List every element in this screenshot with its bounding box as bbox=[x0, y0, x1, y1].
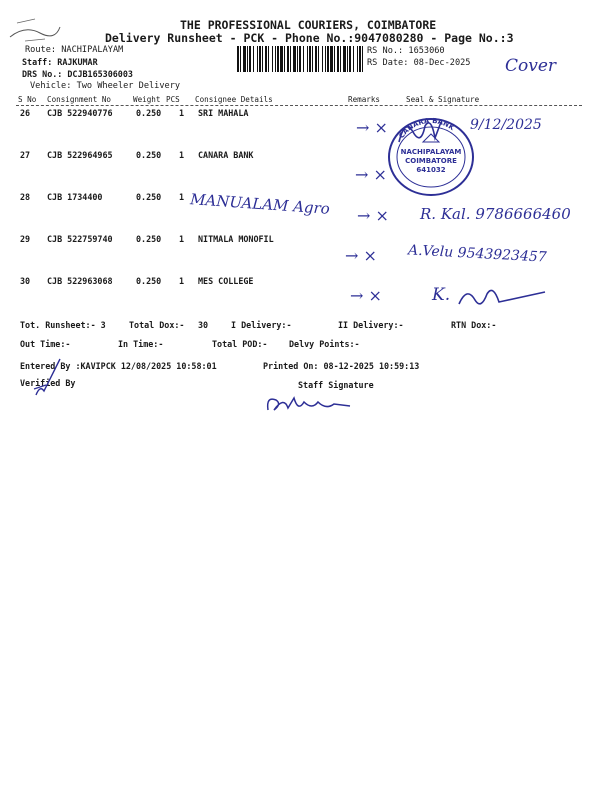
row-sno: 27 bbox=[20, 150, 31, 160]
stamp-branch: NACHIPALAYAM bbox=[400, 148, 462, 156]
col-consignment: Consignment No bbox=[47, 95, 112, 104]
col-pcs: PCS bbox=[166, 95, 180, 104]
total-dox-label: Total Dox:- bbox=[129, 320, 185, 330]
row-signature: R. Kal. 9786666460 bbox=[420, 205, 571, 223]
row-consignment: CJB 1734400 bbox=[47, 192, 103, 202]
stamp-city: COIMBATORE bbox=[405, 157, 457, 165]
remark-mark: → × bbox=[355, 165, 387, 184]
cover-note: Cover bbox=[505, 56, 557, 76]
row-consignee: NITMALA MONOFIL bbox=[198, 234, 274, 244]
row-signature: 9/12/2025 bbox=[470, 117, 542, 133]
i-delivery: I Delivery:- bbox=[231, 320, 292, 330]
total-runsheet: Tot. Runsheet:- 3 bbox=[20, 320, 106, 330]
vehicle-label: Vehicle: Two Wheeler Delivery bbox=[30, 81, 181, 91]
company-name: THE PROFESSIONAL COURIERS, COIMBATORE bbox=[180, 18, 437, 32]
col-remarks: Remarks bbox=[348, 95, 381, 104]
staff-signature-label: Staff Signature bbox=[298, 380, 374, 390]
row-handwritten-consignee: MANUALAM Agro bbox=[189, 190, 331, 218]
row-consignment: CJB 522964965 bbox=[47, 150, 113, 160]
bank-stamp-icon bbox=[383, 112, 479, 198]
col-sno: S No bbox=[18, 95, 37, 104]
staff-signature-icon bbox=[262, 390, 357, 416]
remark-mark: → × bbox=[357, 206, 389, 225]
corner-scribble-icon bbox=[5, 15, 65, 45]
row-weight: 0.250 bbox=[136, 276, 162, 286]
out-time: Out Time:- bbox=[20, 339, 71, 349]
verifier-signature-icon bbox=[30, 355, 70, 403]
row-signature: A.Velu 9543923457 bbox=[407, 242, 548, 266]
row-consignee: MES COLLEGE bbox=[198, 276, 254, 286]
row-consignment: CJB 522940776 bbox=[47, 108, 113, 118]
row-sno: 26 bbox=[20, 108, 31, 118]
row-consignee: CANARA BANK bbox=[198, 150, 254, 160]
in-time: In Time:- bbox=[118, 339, 164, 349]
col-weight: Weight bbox=[133, 95, 161, 104]
ii-delivery: II Delivery:- bbox=[338, 320, 404, 330]
delvy-points: Delvy Points:- bbox=[289, 339, 360, 349]
route-label: Route: NACHIPALAYAM bbox=[25, 45, 124, 55]
row-weight: 0.250 bbox=[136, 150, 162, 160]
row-weight: 0.250 bbox=[136, 192, 162, 202]
rs-number: RS No.: 1653060 bbox=[367, 46, 445, 56]
staff-label: Staff: RAJKUMAR bbox=[22, 57, 98, 67]
printed-on: Printed On: 08-12-2025 10:59:13 bbox=[263, 361, 420, 371]
row-pcs: 1 bbox=[179, 108, 185, 118]
runsheet-subtitle: Delivery Runsheet - PCK - Phone No.:9047080280 - Page No.:3 bbox=[105, 31, 514, 45]
signature-row-30-icon bbox=[455, 282, 550, 312]
row-signature: K. bbox=[432, 285, 451, 305]
col-seal: Seal & Signature bbox=[406, 95, 480, 104]
row-pcs: 1 bbox=[179, 234, 185, 244]
row-pcs: 1 bbox=[179, 150, 185, 160]
entered-by: Entered By :KAVIPCK 12/08/2025 10:58:01 bbox=[20, 361, 217, 371]
total-dox-value: 30 bbox=[198, 320, 209, 330]
header-divider bbox=[16, 105, 582, 106]
row-consignment: CJB 522759740 bbox=[47, 234, 113, 244]
stamp-bank-name: CANARA BANK bbox=[397, 116, 456, 140]
row-weight: 0.250 bbox=[136, 234, 162, 244]
total-pod: Total POD:- bbox=[212, 339, 268, 349]
row-pcs: 1 bbox=[179, 192, 185, 202]
barcode bbox=[237, 46, 365, 72]
row-sno: 30 bbox=[20, 276, 31, 286]
remark-mark: → × bbox=[356, 118, 388, 137]
verified-by-label: Verified By bbox=[20, 378, 76, 388]
remark-mark: → × bbox=[345, 246, 377, 265]
rs-date: RS Date: 08-Dec-2025 bbox=[367, 58, 471, 68]
row-sno: 28 bbox=[20, 192, 31, 202]
rtn-dox: RTN Dox:- bbox=[451, 320, 497, 330]
row-consignment: CJB 522963068 bbox=[47, 276, 113, 286]
col-consignee: Consignee Details bbox=[195, 95, 273, 104]
drs-number: DRS No.: DCJB165306003 bbox=[22, 69, 133, 79]
row-pcs: 1 bbox=[179, 276, 185, 286]
stamp-pin: 641032 bbox=[416, 166, 446, 174]
svg-text:CANARA BANK bbox=[397, 117, 456, 140]
row-sno: 29 bbox=[20, 234, 31, 244]
remark-mark: → × bbox=[350, 286, 382, 305]
row-consignee: SRI MAHALA bbox=[198, 108, 249, 118]
row-weight: 0.250 bbox=[136, 108, 162, 118]
